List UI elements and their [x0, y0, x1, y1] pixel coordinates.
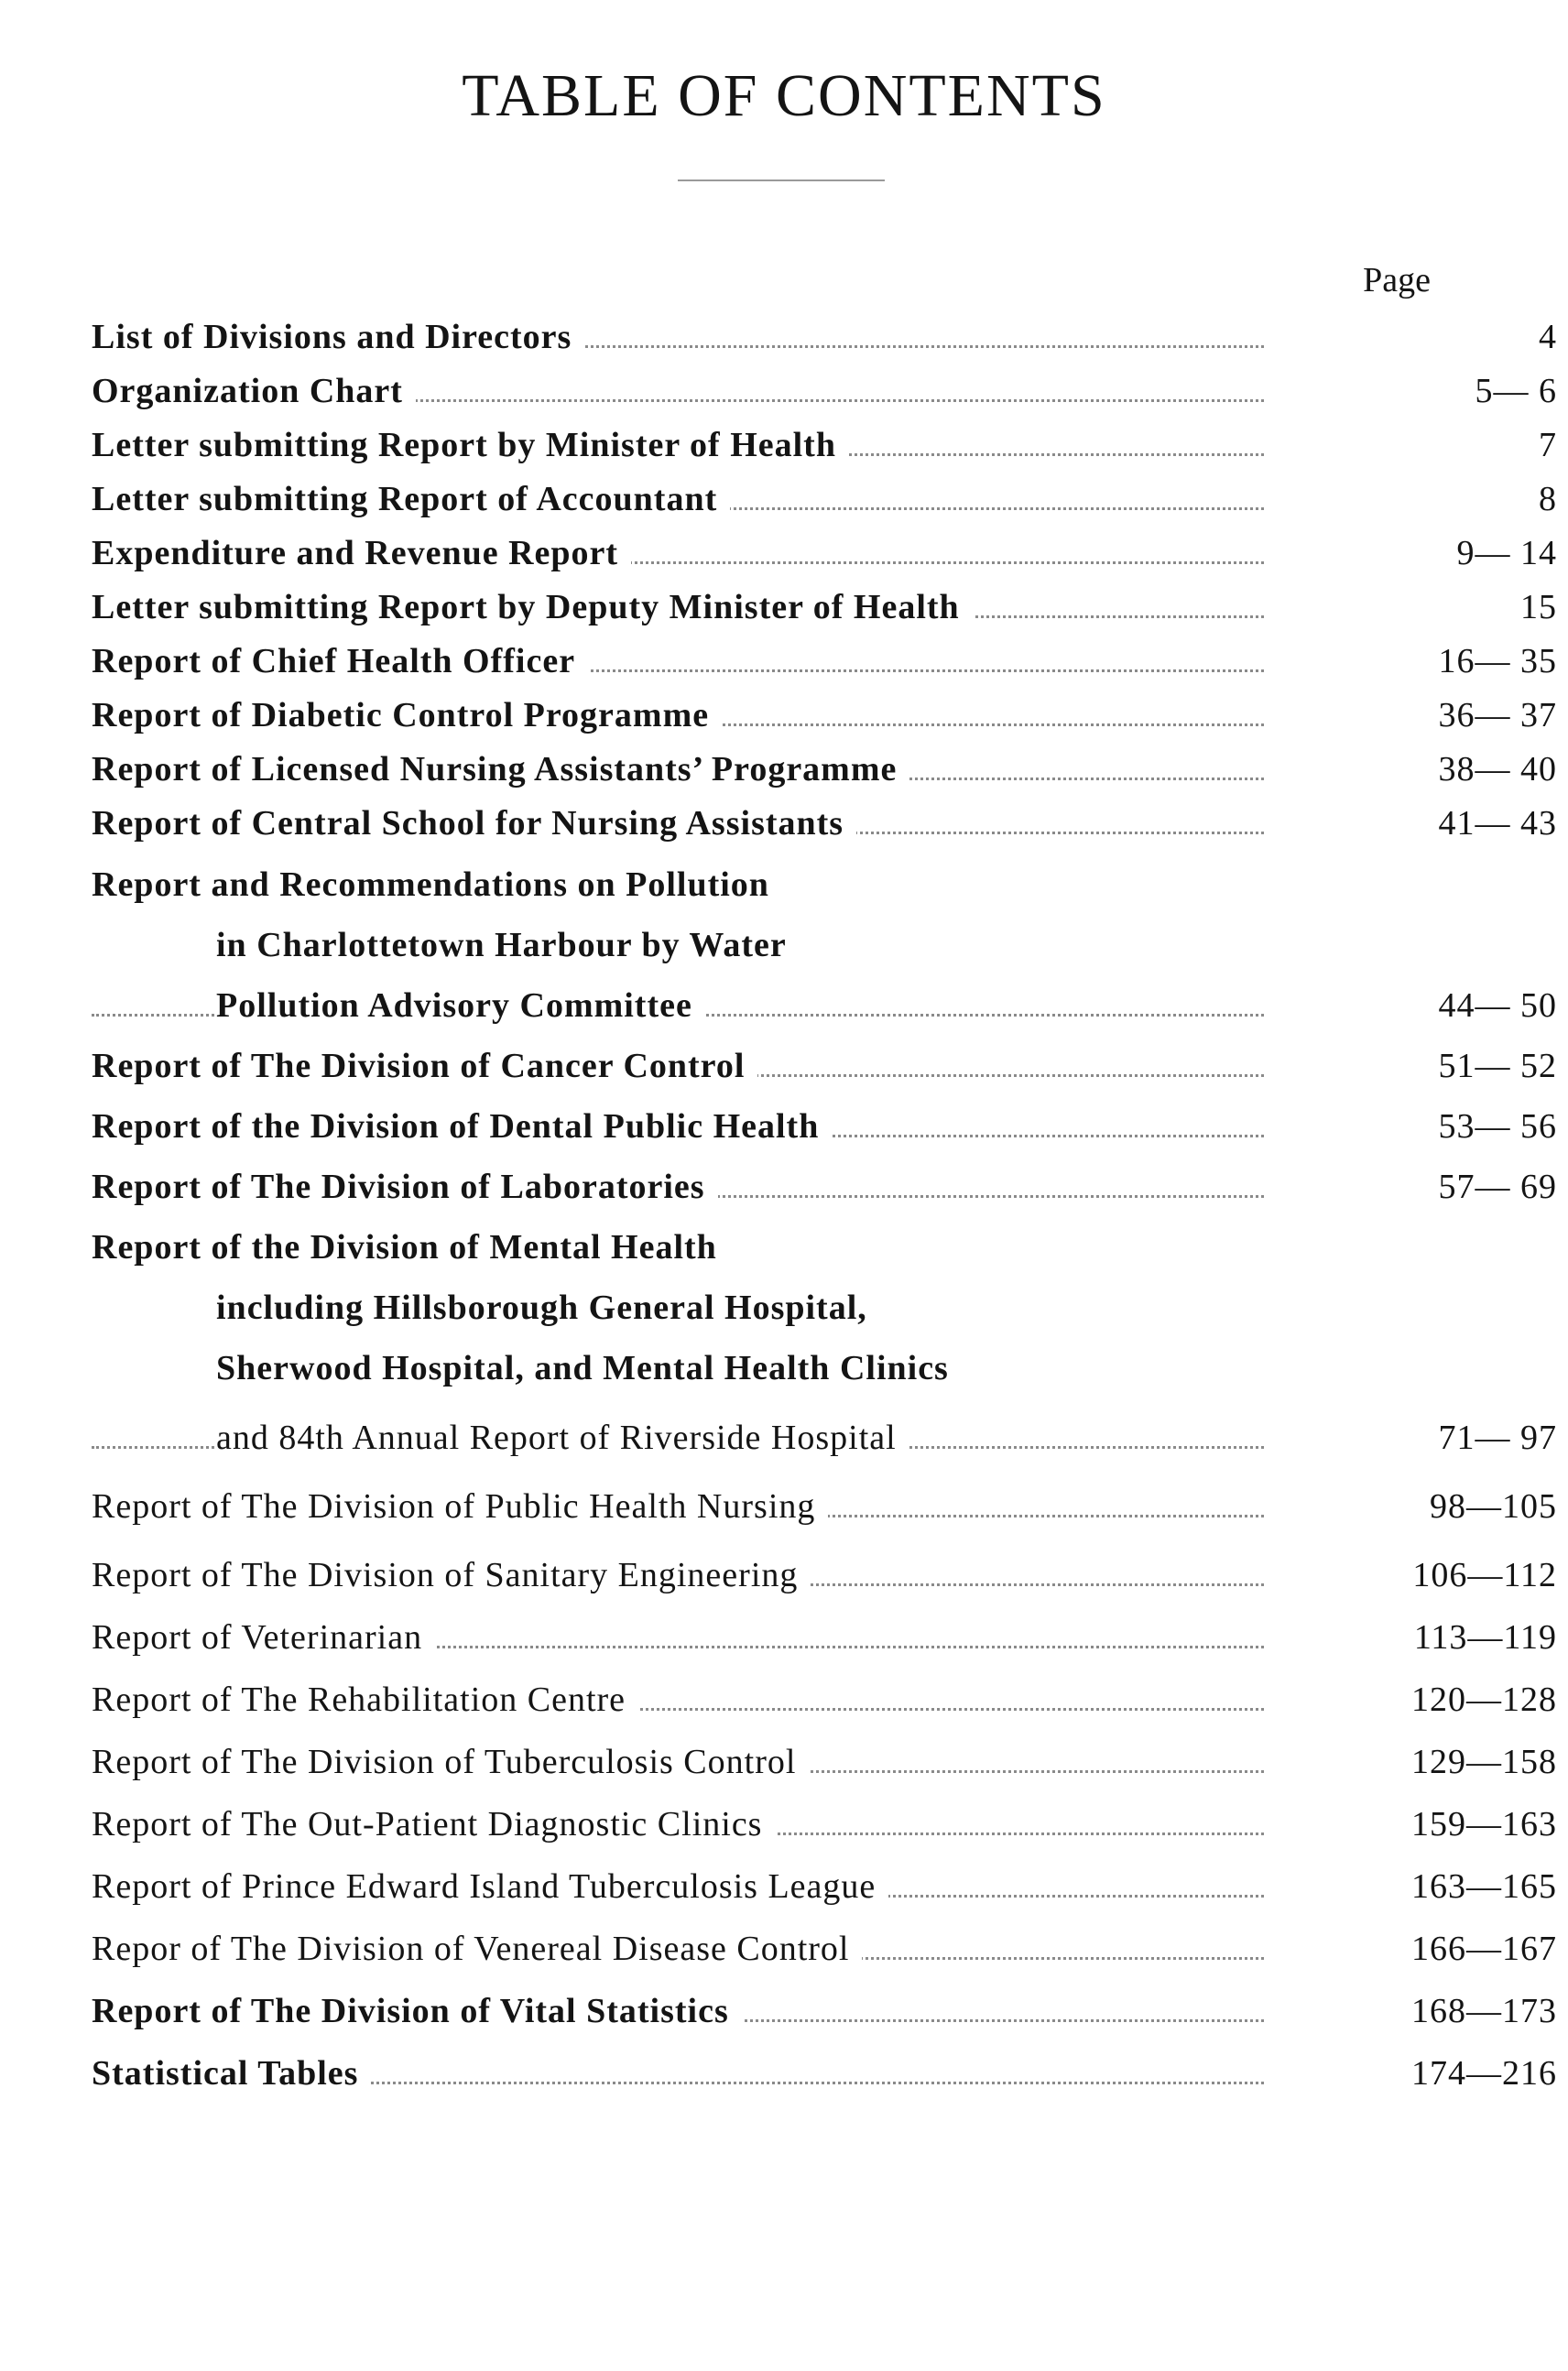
toc-entry-pages: 7 [1539, 426, 1557, 464]
toc-entry-continued [92, 1346, 1476, 1390]
toc-entry-label: Pollution Advisory Committee [216, 984, 705, 1028]
toc-entry [92, 423, 1557, 467]
toc-entry-label: Report of the Division of Mental Health [92, 1225, 730, 1269]
toc-entry-pages: 36— 37 [1438, 696, 1557, 734]
toc-entry-pages: 51— 52 [1438, 1047, 1557, 1085]
toc-entry [92, 477, 1557, 521]
toc-entry [92, 747, 1557, 791]
toc-entry [92, 1104, 1557, 1148]
toc-entry [92, 1044, 1557, 1088]
toc-entry-label: Report of Chief Health Officer [92, 639, 588, 683]
toc-entry-pages: 120—128 [1411, 1680, 1557, 1719]
toc-entry-label: Sherwood Hospital, and Mental Health Clinics [216, 1346, 962, 1390]
toc-entry-pages: 113—119 [1413, 1618, 1557, 1657]
toc-entry [92, 1165, 1557, 1209]
toc-entry-pages: 163—165 [1411, 1867, 1557, 1906]
toc-entry [92, 1678, 1557, 1722]
toc-entry-continued [92, 923, 1476, 967]
toc-entry-pages: 15 [1520, 588, 1557, 626]
toc-entry-pages: 41— 43 [1438, 804, 1557, 843]
toc-entry-pages: 9— 14 [1456, 534, 1557, 572]
page-title: TABLE OF CONTENTS [462, 62, 1106, 129]
toc-entry-label: Report and Recommendations on Pollution [92, 863, 782, 907]
toc-entry-label: including Hillsborough General Hospital, [216, 1286, 880, 1330]
toc-entry-pages: 98—105 [1430, 1487, 1557, 1526]
toc-entry-pages: 53— 56 [1438, 1107, 1557, 1146]
toc-entry-continued [92, 863, 1476, 907]
toc-entry-label: Report of Diabetic Control Programme [92, 693, 722, 737]
toc-entry-pages: 174—216 [1411, 2054, 1557, 2093]
toc-entry [92, 369, 1557, 413]
toc-entry-label: Letter submitting Report by Minister of Health [92, 423, 849, 467]
toc-entry [92, 1802, 1557, 1846]
toc-entry-pages: 57— 69 [1438, 1168, 1557, 1206]
toc-entry [92, 1553, 1557, 1597]
toc-entry [92, 1615, 1557, 1659]
toc-entry-label: List of Divisions and Directors [92, 315, 584, 359]
page-column-header: Page [1363, 261, 1431, 299]
toc-entry [92, 1740, 1557, 1784]
toc-entry [92, 315, 1557, 359]
toc-entry-label: Report of The Division of Public Health Nursing [92, 1485, 828, 1528]
toc-entry [92, 639, 1557, 683]
toc-entry-label: in Charlottetown Harbour by Water [216, 923, 800, 967]
toc-entry-pages: 106—112 [1412, 1556, 1557, 1594]
toc-entry [92, 1416, 1557, 1460]
toc-entry-label: Expenditure and Revenue Report [92, 531, 631, 575]
toc-entry-label: Report of The Out-Patient Diagnostic Clinics [92, 1802, 775, 1846]
toc-entry-label: Report of The Division of Sanitary Engineering [92, 1553, 811, 1597]
toc-entry [92, 984, 1557, 1028]
toc-entry-label: Report of Prince Edward Island Tuberculosis League [92, 1865, 888, 1909]
toc-entry-label: Report of The Division of Cancer Control [92, 1044, 757, 1088]
toc-entry-pages: 16— 35 [1438, 642, 1557, 680]
toc-entry-label: Report of The Division of Vital Statistics [92, 1989, 742, 2033]
toc-entry [92, 585, 1557, 629]
toc-entry-label: Report of Licensed Nursing Assistants’ Programme [92, 747, 909, 791]
toc-entry-label: Report of The Division of Tuberculosis Control [92, 1740, 809, 1784]
toc-entry-pages: 168—173 [1411, 1992, 1557, 2030]
toc-entry [92, 1989, 1557, 2033]
toc-entry-pages: 159—163 [1411, 1805, 1557, 1844]
toc-entry-label: and 84th Annual Report of Riverside Hospital [216, 1416, 909, 1460]
toc-entry-pages: 4 [1539, 318, 1557, 356]
toc-entry [92, 1485, 1557, 1528]
toc-entry-pages: 5— 6 [1475, 372, 1557, 410]
toc-entry [92, 801, 1557, 845]
toc-entry [92, 1865, 1557, 1909]
toc-entry-pages: 44— 50 [1438, 986, 1557, 1025]
toc-entry-label: Organization Chart [92, 369, 416, 413]
toc-entry-pages: 129—158 [1411, 1743, 1557, 1781]
toc-entry-continued [92, 1225, 1476, 1269]
toc-entry-label: Report of Veterinarian [92, 1615, 435, 1659]
toc-entry-label: Report of The Rehabilitation Centre [92, 1678, 638, 1722]
toc-entry-label: Repor of The Division of Venereal Disease Control [92, 1927, 862, 1971]
toc-entry [92, 531, 1557, 575]
toc-entry-label: Report of Central School for Nursing Assistants [92, 801, 856, 845]
toc-entry-label: Statistical Tables [92, 2051, 371, 2095]
toc-entry-label: Report of The Division of Laboratories [92, 1165, 718, 1209]
toc-entry-pages: 166—167 [1411, 1930, 1557, 1968]
toc-entry-pages: 8 [1539, 480, 1557, 518]
toc-entry-label: Letter submitting Report by Deputy Minister of Health [92, 585, 973, 629]
toc-entry-label: Report of the Division of Dental Public Health [92, 1104, 832, 1148]
toc-entry-pages: 71— 97 [1438, 1419, 1557, 1457]
toc-entry-continued [92, 1286, 1476, 1330]
toc-entry-pages: 38— 40 [1438, 750, 1557, 789]
toc-entry [92, 693, 1557, 737]
toc-entry-label: Letter submitting Report of Accountant [92, 477, 730, 521]
toc-entry [92, 2051, 1557, 2095]
toc-entry [92, 1927, 1557, 1971]
